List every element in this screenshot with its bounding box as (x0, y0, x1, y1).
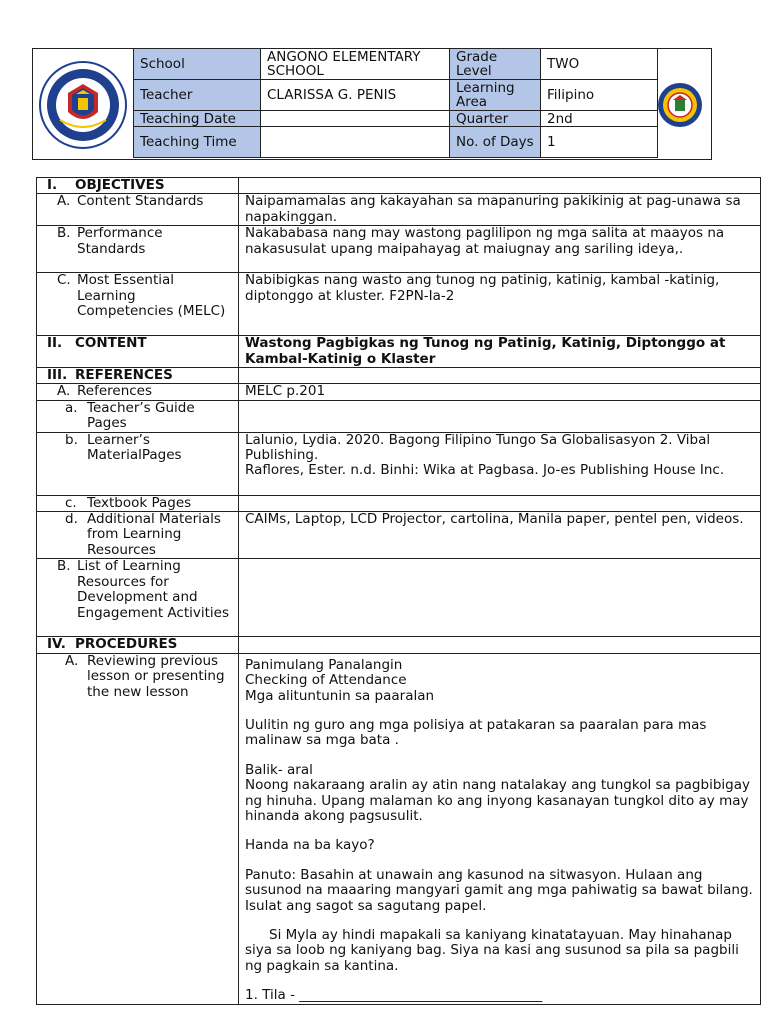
references-label: References (77, 383, 153, 400)
procedures-heading-value (239, 637, 761, 653)
learning-resources-list-value (239, 559, 761, 637)
section-title: PROCEDURES (75, 636, 178, 653)
teaching-date-value (261, 111, 450, 127)
grade-level-label: Grade Level (450, 49, 541, 80)
objectives-value (239, 178, 761, 194)
learning-area-label: Learning Area (450, 80, 541, 111)
melc-value: Nabibigkas nang wasto ang tunog ng patinig, katinig, kambal -katinig, diptonggo at kluster. F2PN-Ia-2 (239, 273, 761, 336)
quarter-label: Quarter (450, 111, 541, 127)
item-marker: A. (57, 383, 71, 400)
attendance-line: Checking of Attendance (245, 672, 407, 689)
references-cell (37, 384, 239, 400)
item-marker: B. (57, 558, 71, 575)
school-value: ANGONO ELEMENTARY SCHOOL (261, 49, 450, 80)
teaching-time-label: Teaching Time (134, 127, 261, 158)
item-marker: A. (57, 193, 71, 210)
content-standards-cell (37, 194, 239, 226)
teaching-time-value (261, 127, 450, 158)
section-title: REFERENCES (75, 367, 173, 384)
reviewing-lesson-label: Reviewing previous lesson or presenting the new lesson (87, 652, 225, 700)
quarter-value: 2nd (541, 111, 658, 127)
learning-resources-list-cell (37, 559, 239, 637)
item-marker: A. (65, 652, 79, 669)
teachers-guide-cell (37, 400, 239, 432)
reference-entry-2: Raflores, Ester. n.d. Binhi: Wika at Pagbasa. Jo-es Publishing House Inc. (245, 462, 725, 479)
school-info-table (133, 48, 658, 158)
content-standards-value: Naipamamalas ang kakayahan sa mapanuring pakikinig at pag-unawa sa napakinggan. (239, 194, 761, 226)
review-heading-line: Balik- aral (245, 761, 313, 778)
instructions-paragraph: Panuto: Basahin at unawain ang kasunod na sitwasyon. Hulaan ang susunod na maaaring mangyari gamit ang mga pahiwatig sa bawat bilang. Isulat ang sagot sa sagutang papel. (245, 866, 753, 914)
additional-materials-cell (37, 512, 239, 559)
deped-seal-icon (37, 52, 129, 158)
header-block (32, 48, 712, 160)
situation-paragraph: Si Myla ay hindi mapakali sa kaniyang kinatatayuan. May hinahanap siya sa loob ng kaniyang bag. Siya na kasi ang susunod sa pila sa pagbili ng pagkain sa kantina. (245, 926, 739, 974)
school-rules-line: Mga alituntunin sa paaralan (245, 687, 435, 704)
additional-materials-value: CAIMs, Laptop, LCD Projector, cartolina, Manila paper, pentel pen, videos. (239, 512, 761, 559)
section-number: IV. (47, 636, 66, 653)
school-label: School (134, 49, 261, 80)
reviewing-lesson-value (239, 653, 761, 1004)
learners-material-cell (37, 432, 239, 495)
section-number: II. (47, 335, 63, 352)
textbook-pages-cell (37, 495, 239, 511)
item-marker: b. (65, 431, 78, 448)
teacher-label: Teacher (134, 80, 261, 111)
item-marker: C. (57, 272, 71, 289)
references-value: MELC p.201 (239, 384, 761, 400)
teachers-guide-value (239, 400, 761, 432)
item-marker: c. (65, 494, 77, 511)
question-1-line: 1. Tila - ____________________________________ (245, 987, 543, 1004)
learning-resources-list-label: List of Learning Resources for Development and Engagement Activities (77, 558, 229, 621)
opening-prayer-line: Panimulang Panalangin (245, 656, 403, 673)
learners-material-label: Learner’s MaterialPages (87, 431, 182, 464)
item-marker: B. (57, 225, 71, 242)
teachers-guide-label: Teacher’s Guide Pages (87, 399, 195, 432)
teaching-date-label: Teaching Date (134, 111, 261, 127)
school-seal-icon (655, 52, 705, 158)
content-value: Wastong Pagbigkas ng Tunog ng Patinig, Katinig, Diptonggo at Kambal-Katinig o Klaster (239, 336, 761, 368)
additional-materials-label: Additional Materials from Learning Resources (87, 511, 221, 558)
learners-material-value (239, 432, 761, 495)
section-title: CONTENT (75, 335, 147, 352)
melc-cell (37, 273, 239, 336)
no-of-days-value: 1 (541, 127, 658, 158)
lesson-plan-table (36, 177, 761, 1005)
reviewing-lesson-cell (37, 653, 239, 1004)
performance-standards-cell (37, 226, 239, 273)
textbook-pages-value (239, 495, 761, 511)
ready-question-line: Handa na ba kayo? (245, 837, 375, 854)
section-number: I. (47, 177, 58, 193)
policies-paragraph: Uulitin ng guro ang mga polisiya at patakaran sa paaralan para mas malinaw sa mga bata . (245, 716, 707, 749)
performance-standards-value: Nakababasa nang may wastong paglilipon ng mga salita at maayos na nakasusulat upang maipahayag at maiugnay ang sariling ideya,. (239, 226, 761, 273)
references-heading-value (239, 368, 761, 384)
grade-level-value: TWO (541, 49, 658, 80)
teacher-value: CLARISSA G. PENIS (261, 80, 450, 111)
procedures-heading (37, 637, 239, 653)
no-of-days-label: No. of Days (450, 127, 541, 158)
learning-area-value: Filipino (541, 80, 658, 111)
section-title: OBJECTIVES (75, 177, 165, 193)
content-standards-label: Content Standards (77, 193, 204, 210)
melc-label: Most Essential Learning Competencies (MELC) (77, 272, 226, 320)
textbook-pages-label: Textbook Pages (87, 494, 192, 511)
objectives-heading (37, 178, 239, 194)
references-heading (37, 368, 239, 384)
item-marker: d. (65, 511, 78, 528)
section-number: III. (47, 367, 68, 384)
performance-standards-label: Performance Standards (77, 225, 163, 257)
review-paragraph: Noong nakaraang aralin ay atin nang natalakay ang tungkol sa pagbibigay ng hinuha. Upang malaman ko ang inyong kasanayan tungkol dito ay may hinanda akong pagsusulit. (245, 777, 750, 824)
item-marker: a. (65, 399, 78, 416)
content-heading (37, 336, 239, 368)
reference-entry-1: Lalunio, Lydia. 2020. Bagong Filipino Tungo Sa Globalisasyon 2. Vibal Publishing. (245, 431, 711, 464)
